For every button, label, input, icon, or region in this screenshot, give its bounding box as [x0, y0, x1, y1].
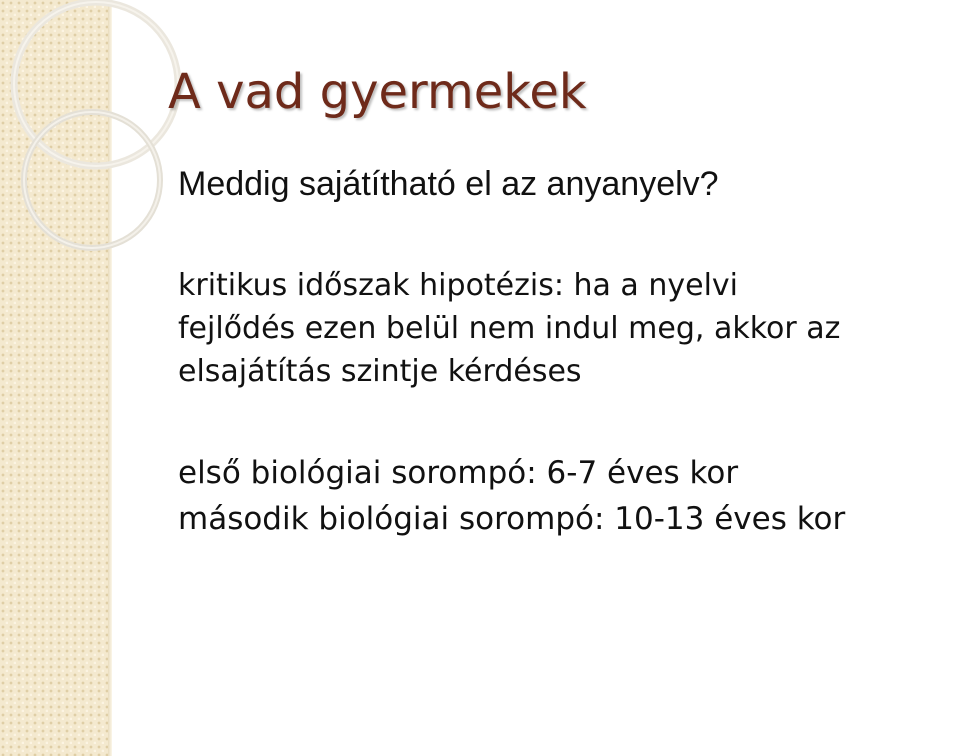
hypothesis-line: kritikus időszak hipotézis: ha a nyelvi	[178, 268, 738, 303]
hypothesis-paragraph	[178, 264, 840, 393]
barrier-first: első biológiai sorompó: 6-7 éves kor	[178, 455, 739, 491]
slide-title: A vad gyermekek	[168, 64, 587, 120]
hypothesis-line: elsajátítás szintje kérdéses	[178, 354, 582, 389]
decorative-rings-icon	[0, 0, 200, 260]
barrier-list	[178, 450, 845, 542]
hypothesis-line: fejlődés ezen belül nem indul meg, akkor az	[178, 311, 841, 346]
ring-lower-highlight	[24, 112, 160, 248]
barrier-second: második biológiai sorompó: 10-13 éves kor	[178, 501, 846, 537]
question-text: Meddig sajátítható el az anyanyelv?	[178, 165, 719, 203]
